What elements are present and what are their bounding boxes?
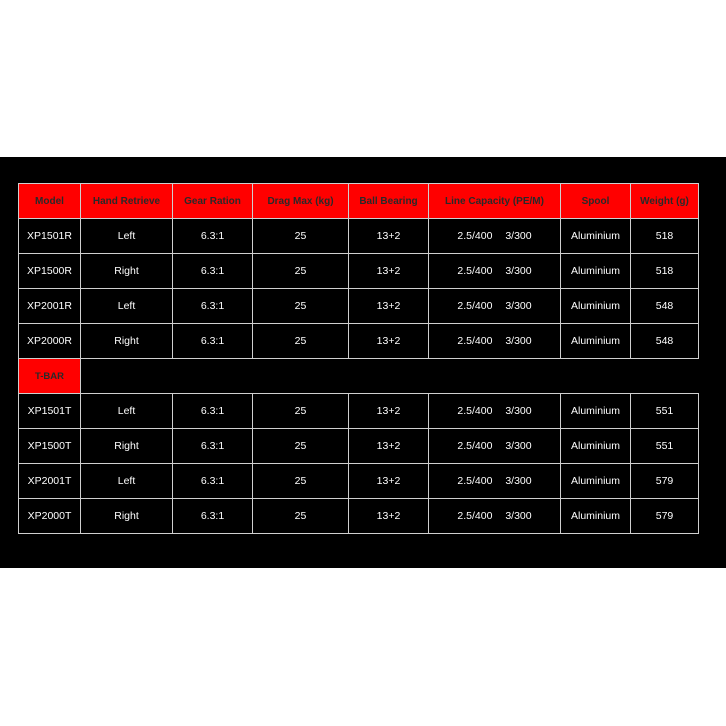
cell-drag-max: 25 <box>253 324 349 359</box>
cell-drag-max: 25 <box>253 254 349 289</box>
cell-ball-bearing: 13+2 <box>349 219 429 254</box>
cell-model: XP1500R <box>19 254 81 289</box>
cell-line-capacity: 2.5/400 3/300 <box>429 429 561 464</box>
cell-line-capacity: 2.5/400 3/300 <box>429 219 561 254</box>
cell-gear-ratio: 6.3:1 <box>173 289 253 324</box>
cell-model: XP1501R <box>19 219 81 254</box>
cell-gear-ratio: 6.3:1 <box>173 499 253 534</box>
cell-model: XP1501T <box>19 394 81 429</box>
cell-line-capacity: 2.5/400 3/300 <box>429 464 561 499</box>
spec-table <box>18 183 699 534</box>
cell-model: XP1500T <box>19 429 81 464</box>
cell-spool: Aluminium <box>561 254 631 289</box>
cell-ball-bearing: 13+2 <box>349 464 429 499</box>
table-row <box>19 429 699 464</box>
header-model: Model <box>19 184 81 219</box>
spec-panel <box>0 157 726 568</box>
header-drag-max: Drag Max (kg) <box>253 184 349 219</box>
cell-hand-retrieve: Left <box>81 464 173 499</box>
group-label-tbar: T-BAR <box>19 359 81 394</box>
cell-spool: Aluminium <box>561 219 631 254</box>
cell-ball-bearing: 13+2 <box>349 324 429 359</box>
cell-ball-bearing: 13+2 <box>349 289 429 324</box>
cell-weight: 548 <box>631 324 699 359</box>
cell-hand-retrieve: Right <box>81 324 173 359</box>
cell-model: XP2001T <box>19 464 81 499</box>
cell-weight: 551 <box>631 429 699 464</box>
cell-drag-max: 25 <box>253 394 349 429</box>
cell-model: XP2001R <box>19 289 81 324</box>
cell-gear-ratio: 6.3:1 <box>173 429 253 464</box>
cell-spool: Aluminium <box>561 429 631 464</box>
header-weight: Weight (g) <box>631 184 699 219</box>
cell-hand-retrieve: Right <box>81 254 173 289</box>
cell-drag-max: 25 <box>253 499 349 534</box>
table-row <box>19 499 699 534</box>
header-line-capacity: Line Capacity (PE/M) <box>429 184 561 219</box>
cell-line-capacity: 2.5/400 3/300 <box>429 394 561 429</box>
cell-model: XP2000T <box>19 499 81 534</box>
cell-spool: Aluminium <box>561 289 631 324</box>
cell-drag-max: 25 <box>253 219 349 254</box>
header-spool: Spool <box>561 184 631 219</box>
cell-spool: Aluminium <box>561 394 631 429</box>
cell-gear-ratio: 6.3:1 <box>173 324 253 359</box>
cell-ball-bearing: 13+2 <box>349 429 429 464</box>
cell-ball-bearing: 13+2 <box>349 394 429 429</box>
table-row <box>19 254 699 289</box>
group-row-spacer <box>81 359 699 394</box>
cell-drag-max: 25 <box>253 464 349 499</box>
header-ball-bearing: Ball Bearing <box>349 184 429 219</box>
cell-spool: Aluminium <box>561 464 631 499</box>
cell-spool: Aluminium <box>561 324 631 359</box>
cell-gear-ratio: 6.3:1 <box>173 464 253 499</box>
cell-hand-retrieve: Right <box>81 499 173 534</box>
cell-gear-ratio: 6.3:1 <box>173 219 253 254</box>
cell-hand-retrieve: Right <box>81 429 173 464</box>
table-row <box>19 324 699 359</box>
cell-line-capacity: 2.5/400 3/300 <box>429 289 561 324</box>
cell-weight: 551 <box>631 394 699 429</box>
cell-weight: 518 <box>631 219 699 254</box>
cell-drag-max: 25 <box>253 429 349 464</box>
cell-weight: 518 <box>631 254 699 289</box>
cell-line-capacity: 2.5/400 3/300 <box>429 324 561 359</box>
table-row <box>19 394 699 429</box>
cell-weight: 579 <box>631 464 699 499</box>
cell-drag-max: 25 <box>253 289 349 324</box>
cell-ball-bearing: 13+2 <box>349 254 429 289</box>
group-row <box>19 359 699 394</box>
cell-hand-retrieve: Left <box>81 289 173 324</box>
cell-weight: 579 <box>631 499 699 534</box>
cell-line-capacity: 2.5/400 3/300 <box>429 499 561 534</box>
header-row <box>19 184 699 219</box>
table-row <box>19 289 699 324</box>
cell-weight: 548 <box>631 289 699 324</box>
cell-hand-retrieve: Left <box>81 219 173 254</box>
table-row <box>19 219 699 254</box>
cell-ball-bearing: 13+2 <box>349 499 429 534</box>
header-hand-retrieve: Hand Retrieve <box>81 184 173 219</box>
cell-hand-retrieve: Left <box>81 394 173 429</box>
cell-gear-ratio: 6.3:1 <box>173 394 253 429</box>
table-row <box>19 464 699 499</box>
cell-line-capacity: 2.5/400 3/300 <box>429 254 561 289</box>
header-gear-ratio: Gear Ration <box>173 184 253 219</box>
cell-spool: Aluminium <box>561 499 631 534</box>
cell-model: XP2000R <box>19 324 81 359</box>
cell-gear-ratio: 6.3:1 <box>173 254 253 289</box>
